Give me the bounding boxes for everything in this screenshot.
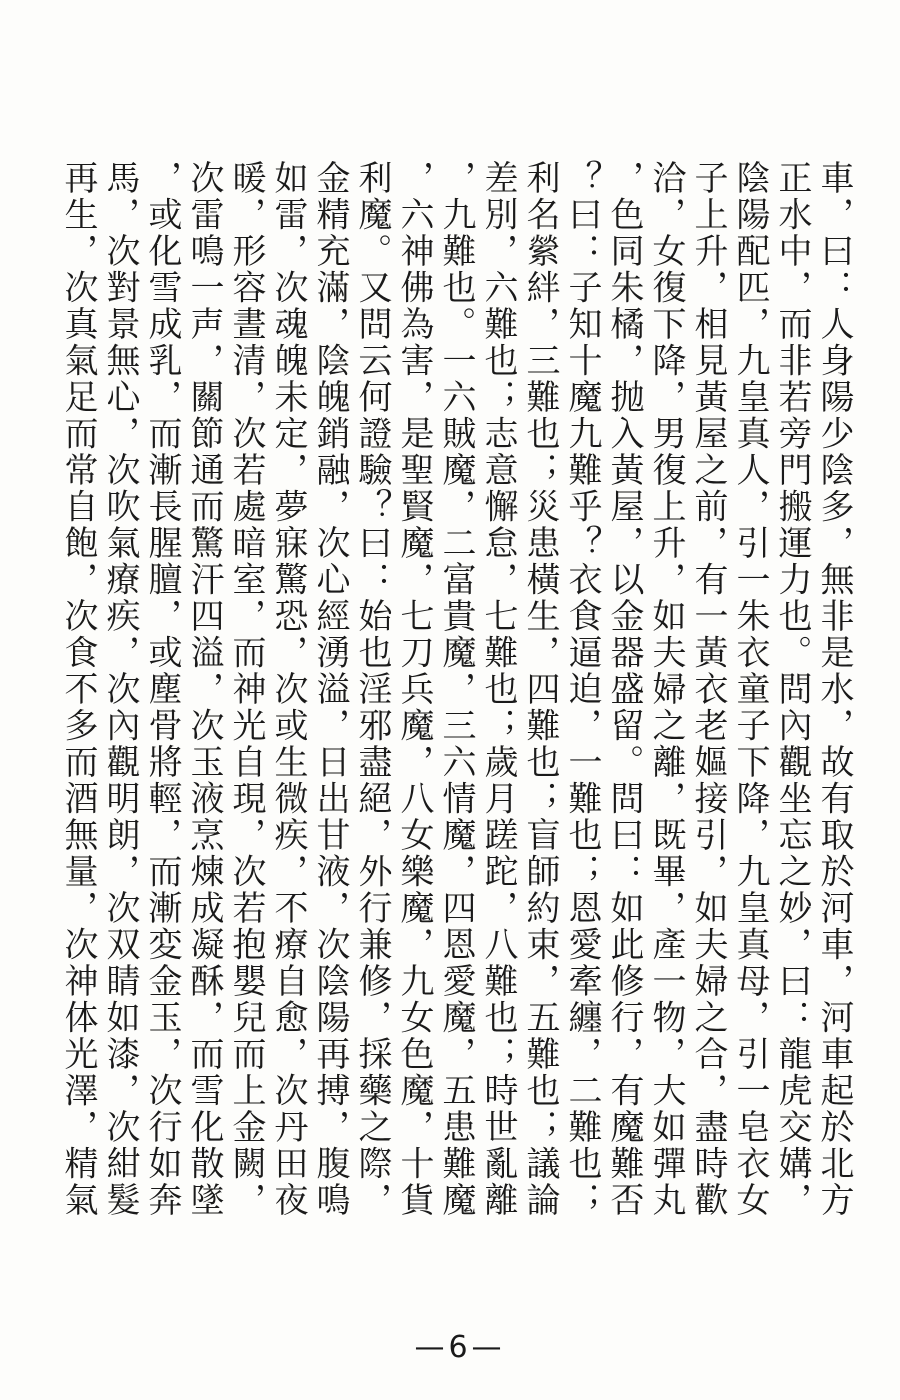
text-column-17: ，或化雪成乳，而漸長腥膻，或塵骨將輕，而漸変金玉，次行如奔 bbox=[142, 160, 182, 1219]
text-column-16: 次雷鳴一声，關節通而驚汗四溢，次玉液烹煉成凝酥，而雪化散墜 bbox=[184, 160, 224, 1219]
page-number: —6— bbox=[414, 1330, 506, 1365]
text-column-8: 利名縈絆，三難也；災患橫生，四難也；盲師約束，五難也；議論 bbox=[520, 160, 560, 1219]
text-column-19: 再生，次真氣足而常自飽，次食不多而酒無量，次神体光澤，精氣 bbox=[58, 160, 98, 1219]
text-column-12: 利魔。又問云何證驗？曰：始也淫邪盡絕，外行兼修，採藥之際， bbox=[352, 160, 392, 1219]
text-column-1: 車，曰：人身陽少陰多，無非是水，故有取於河車，河車起於北方 bbox=[814, 160, 854, 1219]
text-column-10: ，九難也。一六賊魔，二富貴魔，三六情魔，四恩愛魔，五患難魔 bbox=[436, 160, 476, 1219]
text-column-9: 差別，六難也；志意懈怠，七難也；歲月蹉跎，八難也；時世亂離 bbox=[478, 160, 518, 1219]
text-column-2: 正水中，而非若旁門搬運力也。問內觀坐忘之妙，曰：龍虎交媾， bbox=[772, 160, 812, 1219]
text-column-18: 馬，次對景無心，次吹氣療疾，次內觀明朗，次双睛如漆，次紺髮 bbox=[100, 160, 140, 1219]
text-column-5: 洽，女復下降，男復上升，如夫婦之離，既畢，產一物，大如彈丸 bbox=[646, 160, 686, 1219]
text-column-4: 子上升，相見黃屋之前，有一黃衣老嫗接引，如夫婦之合，盡時歡 bbox=[688, 160, 728, 1219]
text-column-13: 金精充滿，陰魄銷融，次心經湧溢，日出甘液，次陰陽再搏，腹鳴 bbox=[310, 160, 350, 1219]
text-column-6: ，色同朱橘，抛入黃屋，以金器盛留。問曰：如此修行，有魔難否 bbox=[604, 160, 644, 1219]
text-column-11: ，六神佛為害，是聖賢魔，七刀兵魔，八女樂魔，九女色魔，十貨 bbox=[394, 160, 434, 1219]
text-column-14: 如雷，次魂魄未定，夢寐驚恐，次或生微疾，不療自愈，次丹田夜 bbox=[268, 160, 308, 1219]
text-column-15: 暖，形容晝清，次若處暗室，而神光自現，次若抱嬰兒而上金闕， bbox=[226, 160, 266, 1219]
text-column-3: 陰陽配匹，九皇真人，引一朱衣童子下降，九皇真母，引一皂衣女 bbox=[730, 160, 770, 1219]
text-column-7: ？曰：子知十魔九難乎？衣食逼迫，一難也；恩愛牽纏，二難也； bbox=[562, 160, 602, 1219]
